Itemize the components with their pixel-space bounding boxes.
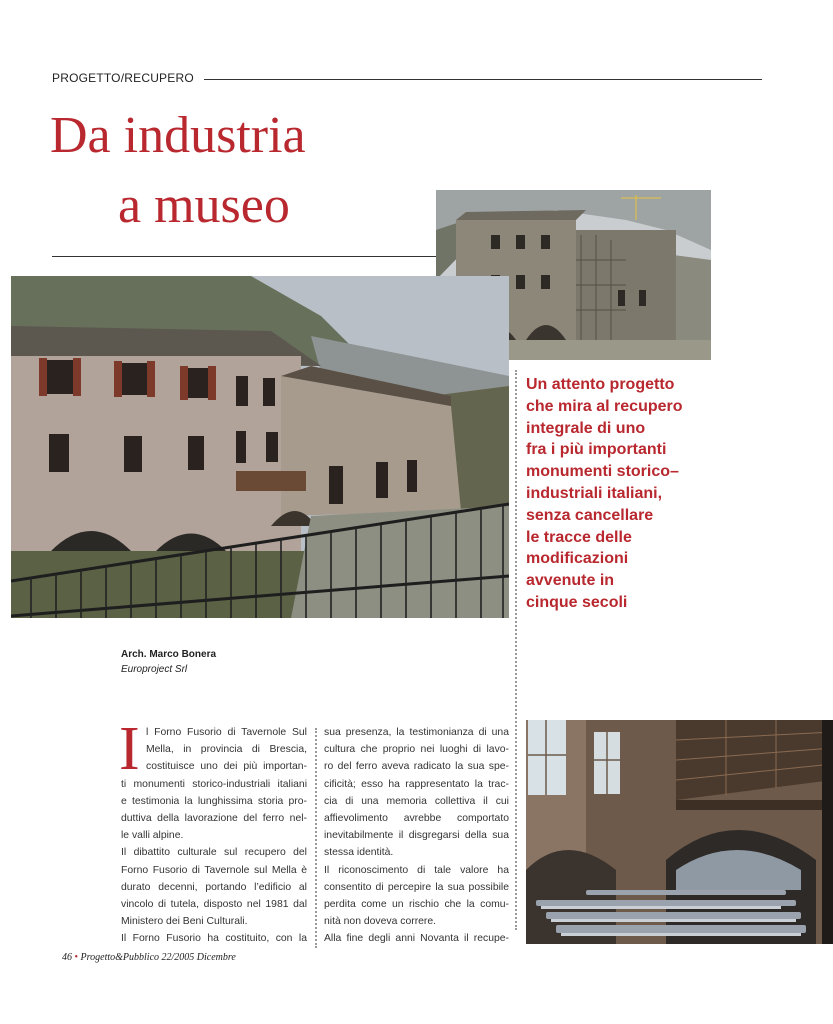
body-line: durato decenni, portando l’edificio al [121, 881, 307, 893]
body-column-1 [121, 724, 307, 947]
page-number: 46 [62, 952, 72, 963]
pull-quote-line: che mira al recupero [526, 397, 683, 415]
body-line: Il dibattito culturale sul recupero del [121, 847, 307, 859]
title-rule [52, 256, 436, 257]
pull-quote-divider [515, 370, 517, 930]
body-line: duttiva della lavorazione del ferro nel- [121, 812, 307, 824]
body-column-2 [324, 724, 509, 947]
publication-info: Progetto&Pubblico 22/2005 Dicembre [80, 952, 236, 963]
section-label: PROGETTO/RECUPERO [52, 71, 194, 85]
body-line: inevitabilmente il disgregarsi della sua [324, 830, 509, 842]
pull-quote-line: fra i più importanti [526, 441, 667, 459]
pull-quote-line: cinque secoli [526, 593, 628, 611]
body-line: vincolo di tutela, disposto nel 1981 dal [121, 898, 307, 910]
pull-quote-line: monumenti storico– [526, 463, 679, 481]
body-line: Mella, in provincia di Brescia, [146, 744, 307, 756]
pull-quote-line: senza cancellare [526, 506, 654, 524]
body-line: Il Forno Fusorio ha costituito, con la [121, 933, 307, 945]
body-line: cultura che proprio nei luoghi di lavo- [324, 744, 509, 756]
body-line: Forno Fusorio di Tavernole sul Mella è [121, 864, 307, 876]
body-line: l Forno Fusorio di Tavernole Sul [146, 727, 307, 738]
body-line: Il riconoscimento di tale valore ha [324, 864, 509, 876]
page-footer [62, 952, 236, 963]
body-line: ti monumenti storico-industriali italiani [121, 778, 307, 790]
pull-quote-line: le tracce delle [526, 528, 632, 546]
body-line: Ministero dei Beni Culturali. [121, 916, 248, 928]
body-line: stessa identità. [324, 847, 394, 859]
body-line: ro del ferro aveva radicato la sua spe- [324, 761, 509, 773]
body-line: affievolimento avrebbe comportato [324, 812, 509, 824]
pull-quote-line: avvenute in [526, 572, 615, 590]
pull-quote-line: integrale di uno [526, 419, 646, 437]
pull-quote [526, 374, 726, 614]
pull-quote-line: modificazioni [526, 550, 629, 568]
column-divider [315, 728, 317, 948]
article-title-line-2: a museo [118, 177, 290, 234]
body-line: sua presenza, la testimonianza di una [324, 727, 509, 738]
body-line: perdita come un rischio che la comu- [324, 898, 509, 910]
body-line: e testimonia la lunghissima storia pro- [121, 795, 307, 807]
drop-cap: I [119, 715, 140, 783]
body-line: consentito di percepire la sua possibile [324, 881, 509, 893]
body-line: Alla fine degli anni Novanta il recupe- [324, 933, 509, 945]
pull-quote-line: Un attento progetto [526, 376, 675, 393]
footer-bullet: • [74, 952, 79, 963]
body-line: nità non doveva correre. [324, 916, 437, 928]
photo-museum-auditorium [526, 720, 833, 944]
article-title-line-1: Da industria [50, 107, 306, 164]
photo-restored-forge [11, 276, 509, 618]
section-rule [204, 79, 762, 80]
body-line: costituisce uno dei più importan- [146, 761, 307, 773]
body-line: le valli alpine. [121, 830, 184, 842]
author-name: Arch. Marco Bonera [121, 649, 217, 660]
pull-quote-line: industriali italiani, [526, 484, 663, 502]
author-organization: Europroject Srl [121, 664, 188, 675]
body-line: cia di una memoria collettiva il cui [324, 795, 509, 807]
body-line: cificità; esso ha rappresentato la trac- [324, 778, 509, 790]
